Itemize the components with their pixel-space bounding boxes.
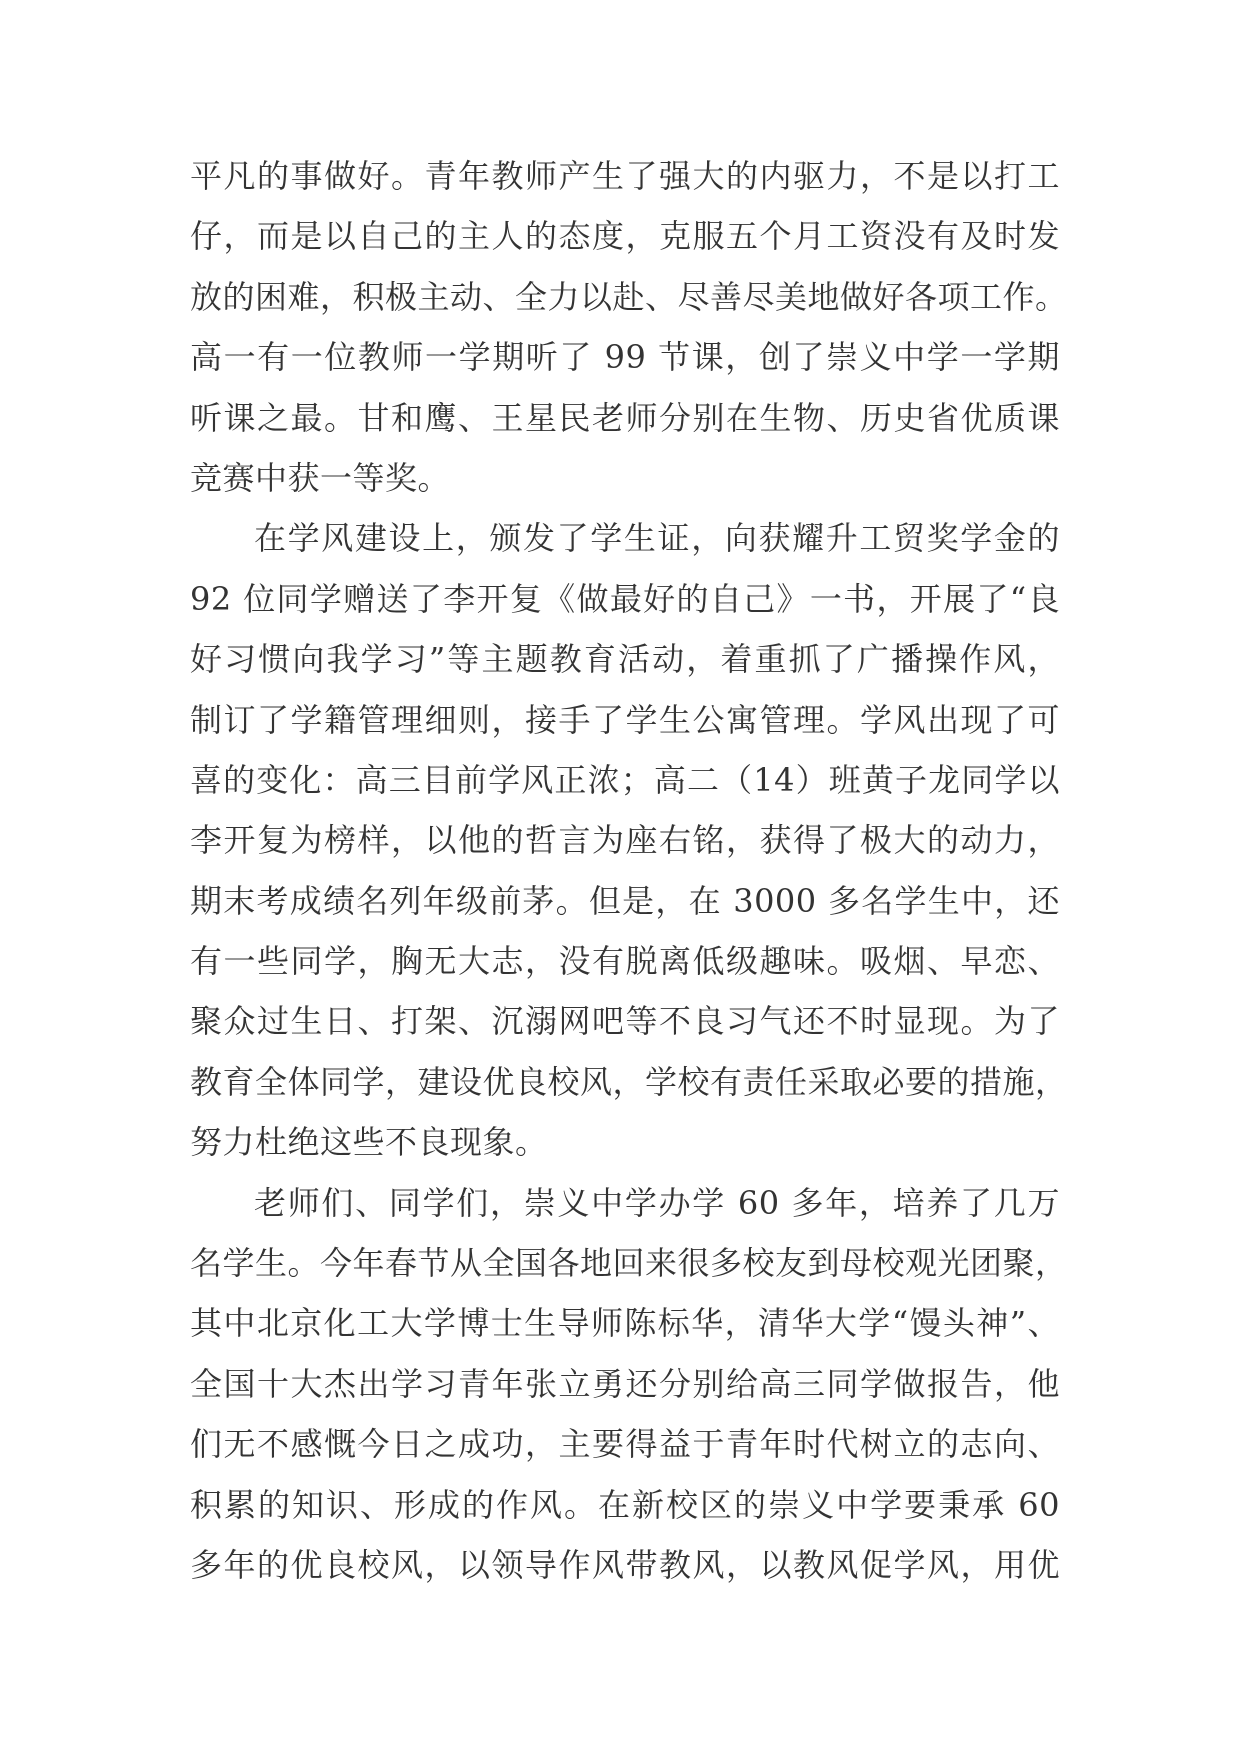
text-line: 教育全体同学，建设优良校风，学校有责任采取必要的措施， bbox=[190, 1062, 1068, 1101]
text-line: 听课之最。甘和鹰、王星民老师分别在生物、历史省优质课 bbox=[190, 398, 1060, 437]
text-line: 多年的优良校风，以领导作风带教风，以教风促学风，用优 bbox=[190, 1545, 1060, 1584]
text-line: 高一有一位教师一学期听了 99 节课，创了崇义中学一学期 bbox=[190, 338, 1060, 377]
text-line: 其中北京化工大学博士生导师陈标华，清华大学“馒头神”、 bbox=[190, 1304, 1060, 1343]
text-line: 全国十大杰出学习青年张立勇还分别给高三同学做报告，他 bbox=[190, 1364, 1060, 1403]
text-line: 们无不感慨今日之成功，主要得益于青年时代树立的志向、 bbox=[190, 1425, 1060, 1464]
text-line: 竞赛中获一等奖。 bbox=[190, 458, 451, 497]
text-line: 期末考成绩名列年级前茅。但是，在 3000 多名学生中，还 bbox=[190, 881, 1060, 920]
body-text bbox=[190, 146, 1068, 1595]
text-line: 名学生。今年春节从全国各地回来很多校友到母校观光团聚， bbox=[190, 1244, 1068, 1283]
text-line: 制订了学籍管理细则，接手了学生公寓管理。学风出现了可 bbox=[190, 700, 1060, 739]
text-line: 仔，而是以自己的主人的态度，克服五个月工资没有及时发 bbox=[190, 217, 1060, 256]
text-line: 积累的知识、形成的作风。在新校区的崇义中学要秉承 60 bbox=[190, 1485, 1060, 1524]
text-line: 有一些同学，胸无大志，没有脱离低级趣味。吸烟、早恋、 bbox=[190, 942, 1060, 981]
paragraph-first-line: 老师们、同学们，崇义中学办学 60 多年，培养了几万 bbox=[254, 1183, 1060, 1222]
text-line: 喜的变化：高三目前学风正浓；高二（14）班黄子龙同学以 bbox=[190, 760, 1060, 799]
text-line: 李开复为榜样，以他的哲言为座右铭，获得了极大的动力， bbox=[190, 821, 1060, 860]
text-line: 92 位同学赠送了李开复《做最好的自己》一书，开展了“良 bbox=[190, 579, 1060, 618]
text-line: 聚众过生日、打架、沉溺网吧等不良习气还不时显现。为了 bbox=[190, 1002, 1060, 1041]
paragraph-first-line: 在学风建设上，颁发了学生证，向获耀升工贸奖学金的 bbox=[254, 519, 1060, 558]
text-line: 好习惯向我学习”等主题教育活动，着重抓了广播操作风， bbox=[190, 640, 1060, 679]
text-line: 努力杜绝这些不良现象。 bbox=[190, 1123, 548, 1162]
text-line: 放的困难，积极主动、全力以赴、尽善尽美地做好各项工作。 bbox=[190, 277, 1068, 316]
text-line: 平凡的事做好。青年教师产生了强大的内驱力，不是以打工 bbox=[190, 157, 1060, 195]
